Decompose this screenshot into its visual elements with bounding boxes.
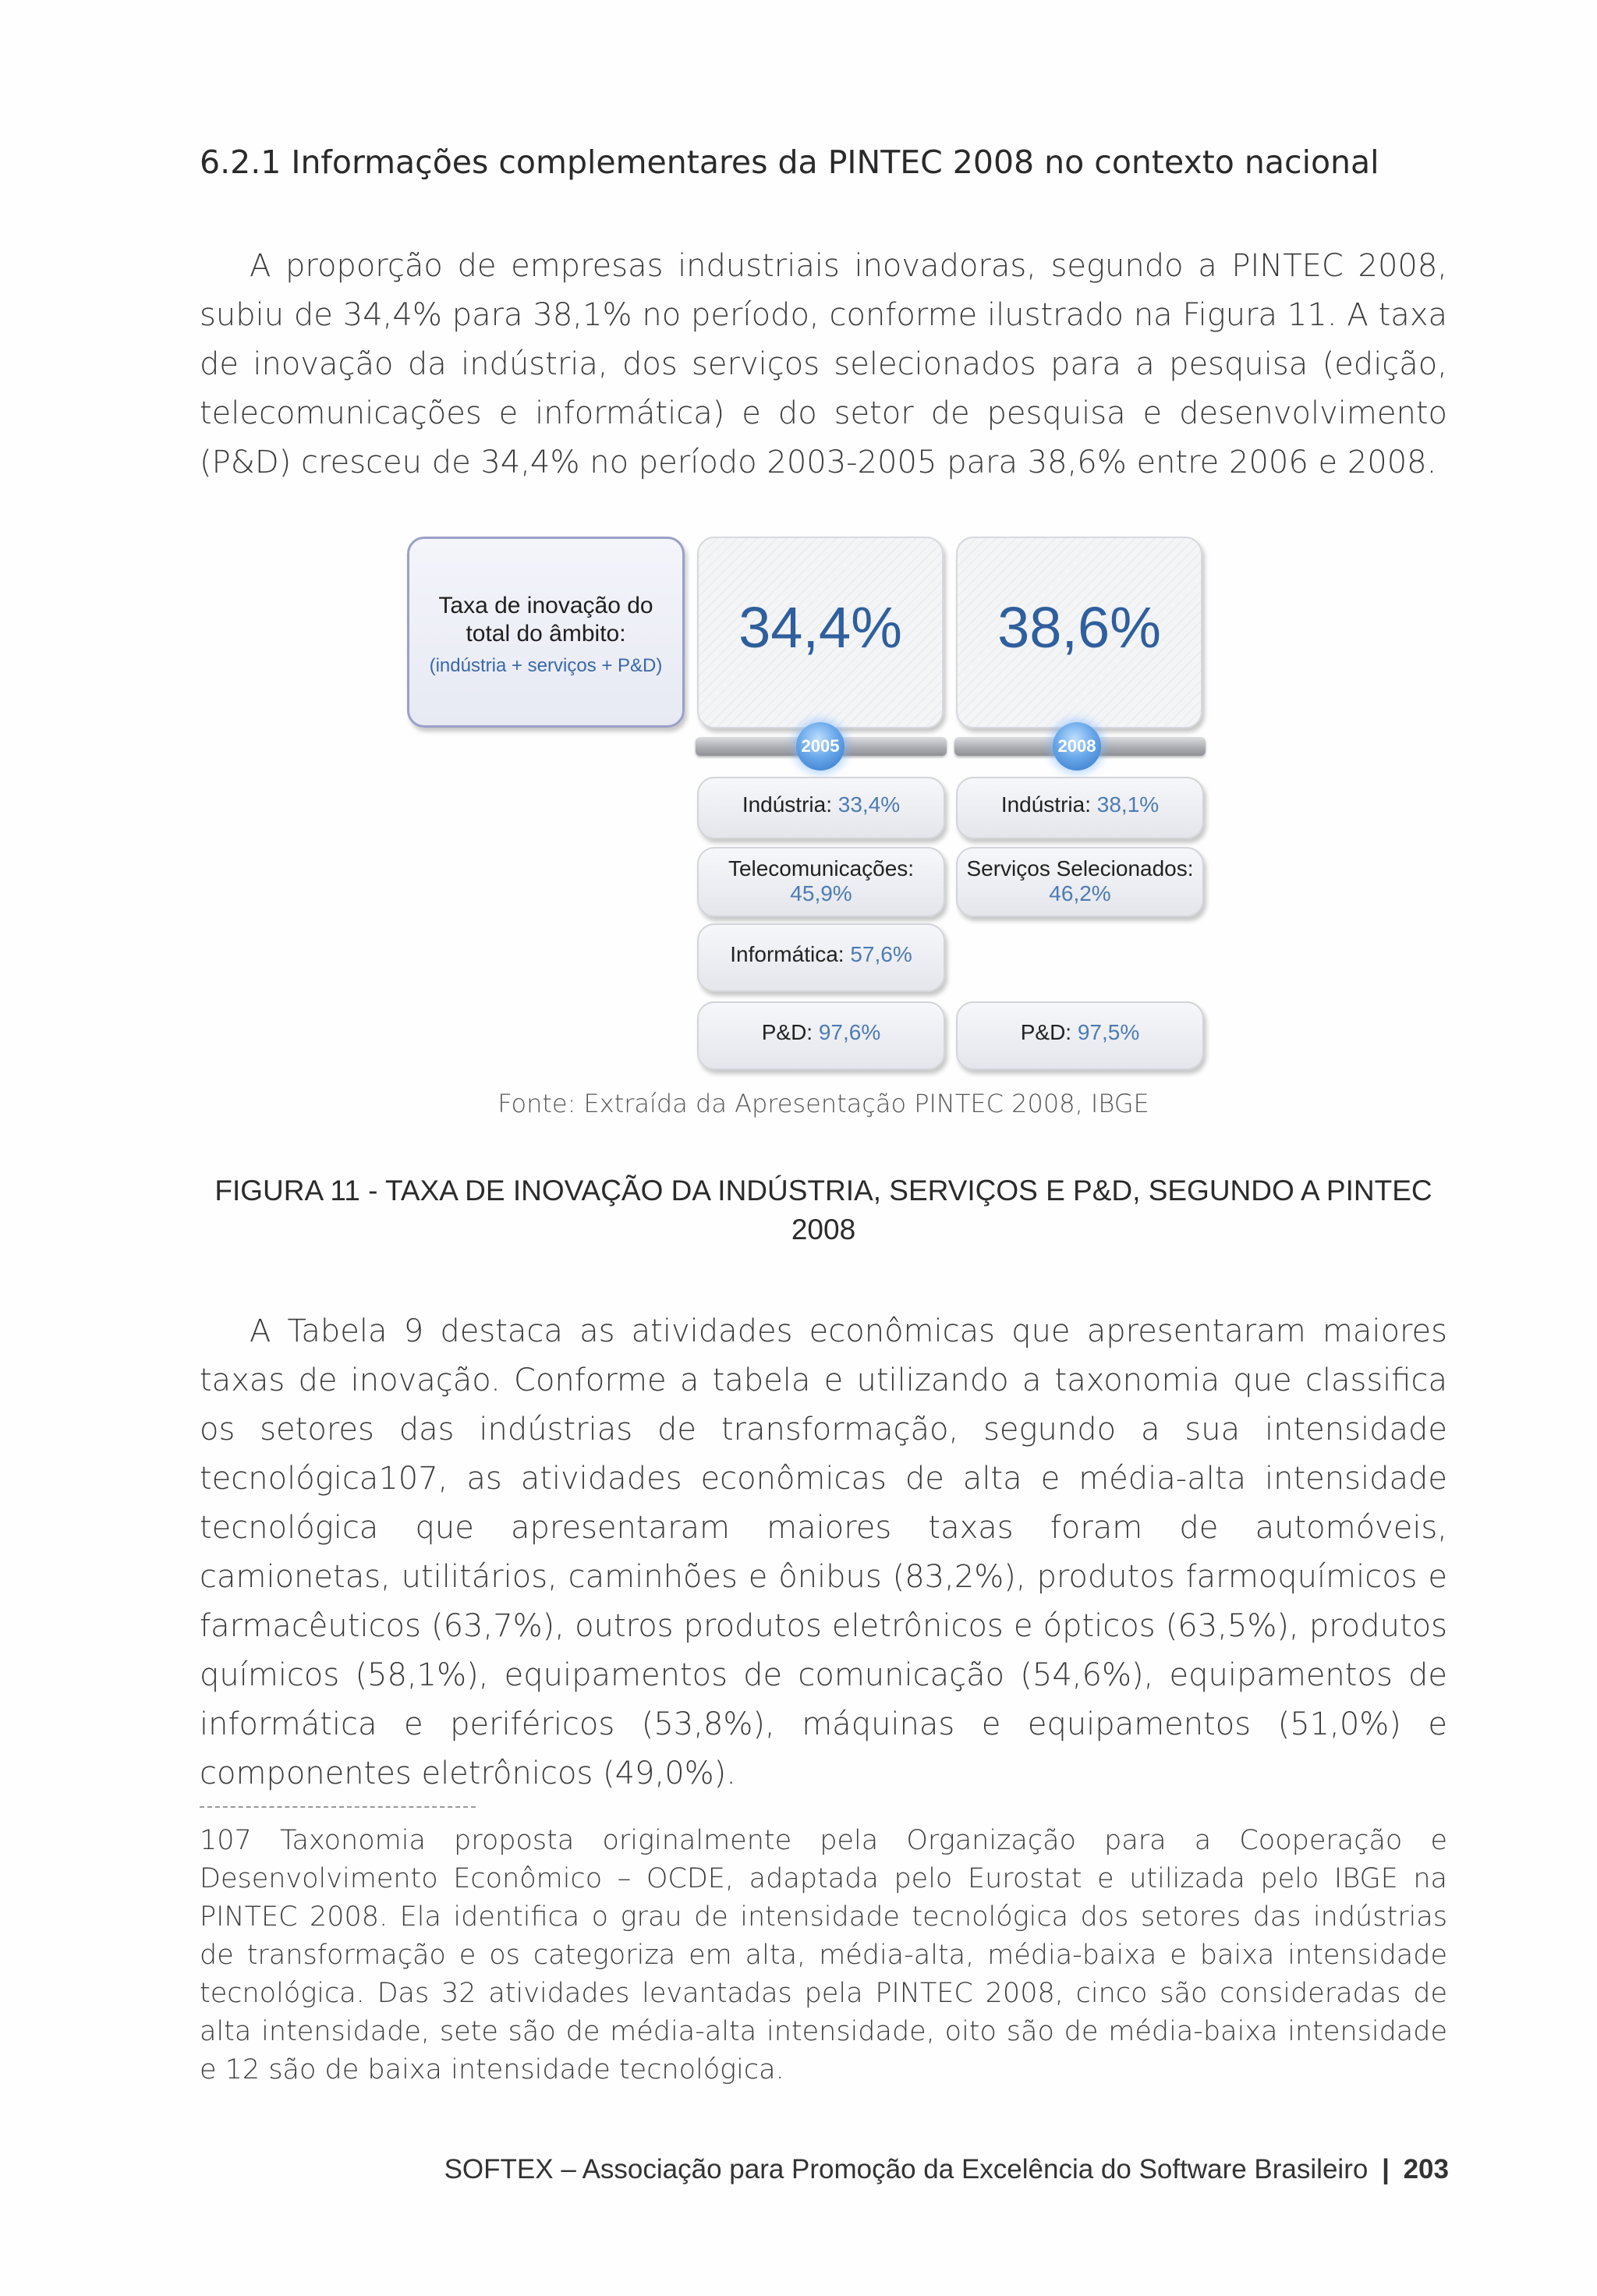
informatica-2005-cell — [697, 923, 945, 992]
figure-label-line2: total do âmbito: — [466, 621, 626, 647]
industria-2005-label: Indústria: — [742, 792, 832, 817]
informatica-2005-value: 57,6% — [850, 942, 912, 966]
figure-source: Fonte: Extraída da Apresentação PINTEC 2008, IBGE — [498, 1089, 1149, 1118]
paragraph-intro: A proporção de empresas industriais inovadoras, segundo a PINTEC 2008, subiu de 34,4% para 38,1% no período, conforme ilustrado na Figura 11. A taxa de inovação da indústria, dos serviços selecionados para a pesquisa (edição, telecomunicações e informática) e do setor de pesquisa e desenvolvimento (P&D) cresceu de 34,4% no período 2003-2005 para 38,6% entre 2006 e 2008. — [200, 248, 1447, 480]
industria-2008-value: 38,1% — [1096, 792, 1160, 817]
informatica-2005-label: Informática: — [730, 942, 845, 966]
total-rate-2008: 38,6% — [997, 595, 1161, 660]
pd-2008-cell — [956, 1001, 1204, 1070]
servicos-2008-label: Serviços Selecionados: — [966, 856, 1194, 880]
figure-label-box — [407, 537, 685, 728]
pd-2008-value: 97,5% — [1077, 1020, 1140, 1044]
paragraph-table9: A Tabela 9 destaca as atividades econômicas que apresentaram maiores taxas de inovação. Conforme a tabela e utilizando a taxonomia que classifica os setores das indústrias de transformação, segundo a sua intensidade tecnológica107, as atividades econômicas de alta e média-alta intensidade tecnológica que apresentaram maiores taxas foram de automóveis, camionetas, utilitários, caminhões e ônibus (83,2%), produtos farmoquímicos e farmacêuticos (63,7%), outros produtos eletrônicos e ópticos (63,5%), produtos químicos (58,1%), equipamentos de comunicação (54,6%), equipamentos de informática e periféricos (53,8%), máquinas e equipamentos (51,0%) e componentes eletrônicos (49,0%). — [200, 1313, 1447, 1791]
year-badge-2008: 2008 — [1053, 722, 1101, 771]
telecom-2005-label: Telecomunicações: — [728, 856, 915, 880]
figure-label-line3: (indústria + serviços + P&D) — [429, 655, 663, 676]
servicos-2008-cell — [956, 847, 1204, 917]
page-number: 203 — [1403, 2154, 1449, 2184]
figure-label-line1: Taxa de inovação do — [438, 593, 653, 618]
total-rate-2005: 34,4% — [738, 595, 902, 660]
footnote-107: 107 Taxonomia proposta originalmente pela Organização para a Cooperação e Desenvolvimento Econômico – OCDE, adaptada pelo Eurostat e utilizada pelo IBGE na PINTEC 2008. Ela identifica o grau de intensidade tecnológica dos setores das indústrias de transformação e os categoriza em alta, média-alta, média-baixa e baixa intensidade tecnológica. Das 32 atividades levantadas pela PINTEC 2008, cinco são consideradas de alta intensidade, sete são de média-alta intensidade, oito são de média-baixa intensidade e 12 são de baixa intensidade tecnológica. — [200, 1825, 1447, 2085]
section-heading: 6.2.1 Informações complementares da PINTEC 2008 no contexto nacional — [200, 144, 1379, 181]
telecom-2005-cell — [697, 847, 945, 917]
pd-2005-value: 97,6% — [818, 1020, 881, 1044]
pd-2005-label: P&D: — [761, 1020, 813, 1044]
page-footer — [444, 2154, 1449, 2185]
pd-2005-cell — [697, 1001, 945, 1070]
footer-separator: | — [1382, 2154, 1390, 2184]
servicos-2008-value: 46,2% — [1049, 881, 1111, 905]
industria-2005-value: 33,4% — [837, 792, 901, 817]
footnote-divider — [200, 1806, 476, 1808]
total-rate-2005-box — [697, 537, 944, 728]
figure-caption: FIGURA 11 - TAXA DE INOVAÇÃO DA INDÚSTRIA, SERVIÇOS E P&D, SEGUNDO A PINTEC 2008 — [214, 1175, 1432, 1245]
year-badge-2005: 2005 — [796, 722, 845, 771]
industria-2008-cell — [956, 777, 1204, 839]
telecom-2005-value: 45,9% — [790, 881, 852, 905]
total-rate-2008-box — [956, 537, 1202, 728]
pd-2008-label: P&D: — [1020, 1020, 1072, 1044]
industria-2008-label: Indústria: — [1000, 792, 1091, 817]
footer-text: SOFTEX – Associação para Promoção da Excelência do Software Brasileiro — [444, 2154, 1369, 2184]
industria-2005-cell — [697, 777, 945, 839]
